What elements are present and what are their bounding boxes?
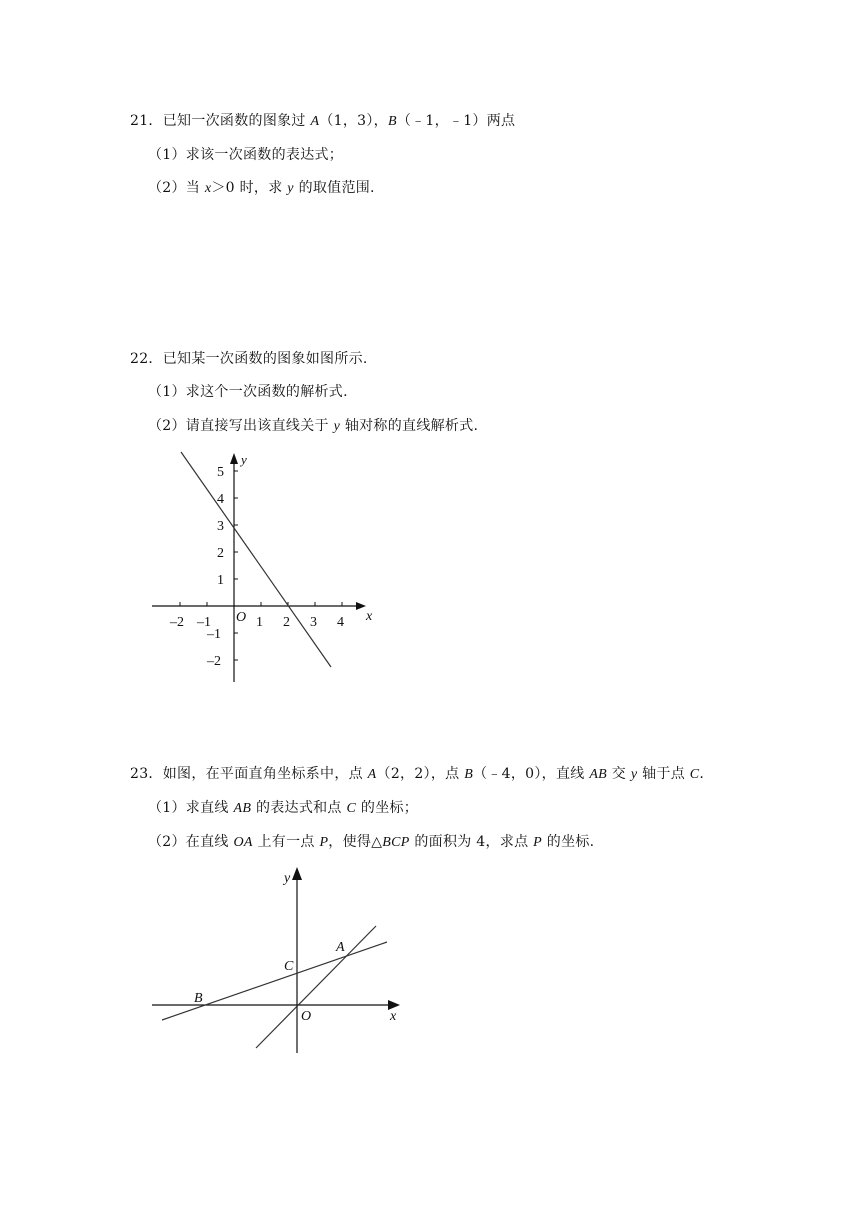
q22-xtick-label: 4	[337, 615, 344, 630]
label-C: C	[284, 959, 294, 974]
q22-ytick-label: –1	[207, 627, 221, 642]
point-B: B	[387, 114, 397, 129]
q22-ytick-label: 3	[217, 519, 224, 534]
q22-xtick-label: 1	[256, 615, 263, 630]
q23-x-label: x	[390, 1009, 397, 1024]
line-AB	[162, 942, 387, 1020]
q21-part2: （2）当 x＞0 时，求 y 的取值范围.	[148, 180, 375, 196]
q22-part1: （1）求这个一次函数的解析式.	[148, 384, 348, 400]
q22-xtick-label: –1	[197, 615, 211, 630]
q22-part2: （2）请直接写出该直线关于 y 轴对称的直线解析式.	[148, 418, 479, 434]
q23-origin-label: O	[301, 1009, 312, 1024]
q23-part2: （2）在直线 OA 上有一点 P，使得△BCP 的面积为 4，求点 P 的坐标.	[148, 834, 595, 850]
q23-part1: （1）求直线 AB 的表达式和点 C 的坐标；	[148, 800, 419, 816]
q22-origin-label: O	[236, 610, 247, 625]
q21-stem: 21．已知一次函数的图象过 A（1，3），B（﹣1，﹣1）两点	[130, 113, 516, 129]
line-OA	[256, 926, 376, 1048]
point-A: A	[310, 114, 320, 129]
q23-y-label: y	[284, 871, 291, 886]
q22-xtick-label: 3	[310, 615, 317, 630]
q22-y-label: y	[241, 452, 247, 467]
q22-ytick-label: –2	[207, 654, 221, 669]
q21-part1: （1）求该一次函数的表达式；	[148, 147, 344, 163]
q23-y-arrow	[292, 867, 302, 880]
q22-xtick-label: 2	[283, 615, 290, 630]
label-A: A	[336, 940, 345, 955]
q22-stem: 22．已知某一次函数的图象如图所示.	[130, 351, 368, 367]
q22-ytick-label: 4	[217, 492, 224, 507]
label-B: B	[194, 991, 203, 1006]
q22-ytick-label: 2	[217, 546, 224, 561]
q22-ytick-label: 1	[217, 573, 224, 588]
q22-ytick-label: 5	[217, 465, 224, 480]
q22-x-label: x	[366, 609, 373, 624]
q23-stem: 23．如图，在平面直角坐标系中，点 A（2，2），点 B（﹣4，0），直线 AB 交 y 轴于点 C.	[130, 766, 705, 782]
q22-xtick-label: –2	[170, 615, 184, 630]
